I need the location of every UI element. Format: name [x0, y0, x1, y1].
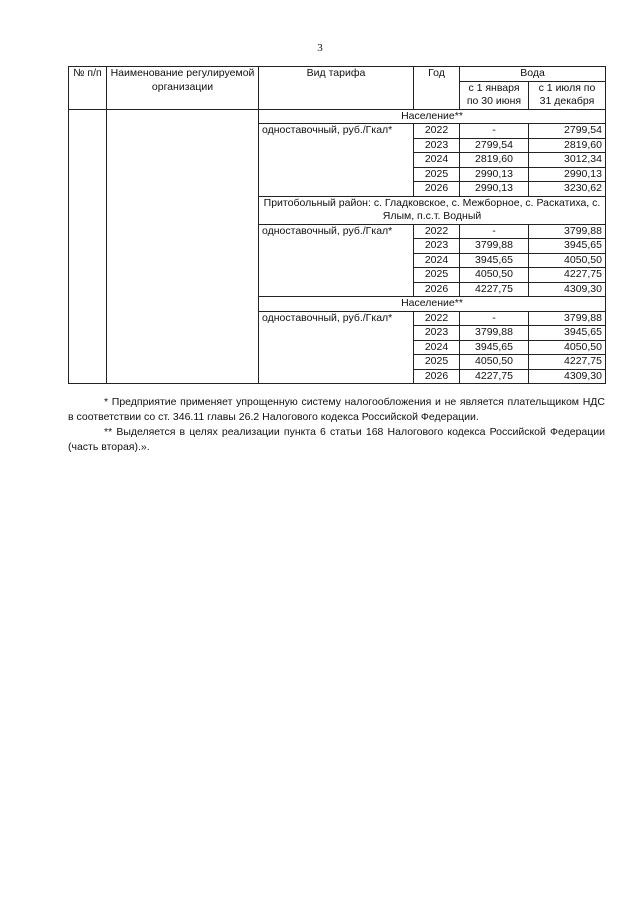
section-title: Население**	[259, 297, 606, 312]
value-period-1-cell: 3799,88	[460, 326, 529, 341]
value-period-2-cell: 4227,75	[529, 355, 606, 370]
year-cell: 2025	[414, 268, 460, 283]
value-period-2-cell: 2990,13	[529, 167, 606, 182]
header-year: Год	[414, 67, 460, 110]
value-period-1-cell: 4050,50	[460, 268, 529, 283]
value-period-2-cell: 4050,50	[529, 253, 606, 268]
value-period-2-cell: 3945,65	[529, 239, 606, 254]
year-cell: 2024	[414, 253, 460, 268]
value-period-2-cell: 4309,30	[529, 282, 606, 297]
year-cell: 2022	[414, 124, 460, 139]
year-cell: 2024	[414, 340, 460, 355]
section-title: Притобольный район: с. Гладковское, с. Межборное, с. Раскатиха, с. Ялым, п.с.т. Водный	[259, 196, 606, 224]
value-period-1-cell: 2799,54	[460, 138, 529, 153]
value-period-1-cell: 4050,50	[460, 355, 529, 370]
value-period-2-cell: 3230,62	[529, 182, 606, 197]
tariff-table	[68, 66, 606, 384]
section-row	[69, 109, 606, 124]
header-num: № п/п	[69, 67, 107, 110]
year-cell: 2025	[414, 167, 460, 182]
value-period-2-cell: 3799,88	[529, 224, 606, 239]
tariff-type-cell: одноставочный, руб./Гкал*	[259, 124, 414, 197]
value-period-2-cell: 3799,88	[529, 311, 606, 326]
value-period-2-cell: 4227,75	[529, 268, 606, 283]
header-water: Вода	[460, 67, 606, 82]
footnotes	[68, 395, 605, 455]
year-cell: 2022	[414, 311, 460, 326]
year-cell: 2023	[414, 239, 460, 254]
year-cell: 2023	[414, 138, 460, 153]
value-period-2-cell: 2799,54	[529, 124, 606, 139]
org-cell	[107, 109, 259, 384]
header-row-1	[69, 67, 606, 82]
value-period-2-cell: 4050,50	[529, 340, 606, 355]
year-cell: 2026	[414, 369, 460, 384]
tariff-type-cell: одноставочный, руб./Гкал*	[259, 224, 414, 297]
year-cell: 2024	[414, 153, 460, 168]
value-period-1-cell: -	[460, 224, 529, 239]
value-period-1-cell: 3945,65	[460, 340, 529, 355]
header-period-1: с 1 января по 30 июня	[460, 81, 529, 109]
value-period-1-cell: 2990,13	[460, 167, 529, 182]
page-number: 3	[317, 42, 323, 54]
value-period-1-cell: 4227,75	[460, 369, 529, 384]
value-period-1-cell: -	[460, 311, 529, 326]
value-period-2-cell: 4309,30	[529, 369, 606, 384]
value-period-2-cell: 3012,34	[529, 153, 606, 168]
value-period-2-cell: 2819,60	[529, 138, 606, 153]
section-title: Население**	[259, 109, 606, 124]
year-cell: 2025	[414, 355, 460, 370]
header-org: Наименование регулируемой организации	[107, 67, 259, 110]
footnote-1: * Предприятие применяет упрощенную систему налогообложения и не является плательщиком НДС в соответствии со ст. 346.11 главы 26.2 Налогового кодекса Российской Федерации.	[68, 396, 605, 423]
value-period-1-cell: 3945,65	[460, 253, 529, 268]
value-period-1-cell: 2990,13	[460, 182, 529, 197]
num-cell	[69, 109, 107, 384]
header-tariff: Вид тарифа	[259, 67, 414, 110]
value-period-2-cell: 3945,65	[529, 326, 606, 341]
value-period-1-cell: -	[460, 124, 529, 139]
year-cell: 2026	[414, 282, 460, 297]
tariff-type-cell: одноставочный, руб./Гкал*	[259, 311, 414, 384]
year-cell: 2023	[414, 326, 460, 341]
value-period-1-cell: 4227,75	[460, 282, 529, 297]
header-period-2: с 1 июля по 31 декабря	[529, 81, 606, 109]
year-cell: 2022	[414, 224, 460, 239]
value-period-1-cell: 3799,88	[460, 239, 529, 254]
value-period-1-cell: 2819,60	[460, 153, 529, 168]
year-cell: 2026	[414, 182, 460, 197]
footnote-2: ** Выделяется в целях реализации пункта 6 статьи 168 Налогового кодекса Российской Федерации (часть вторая).».	[68, 426, 605, 453]
